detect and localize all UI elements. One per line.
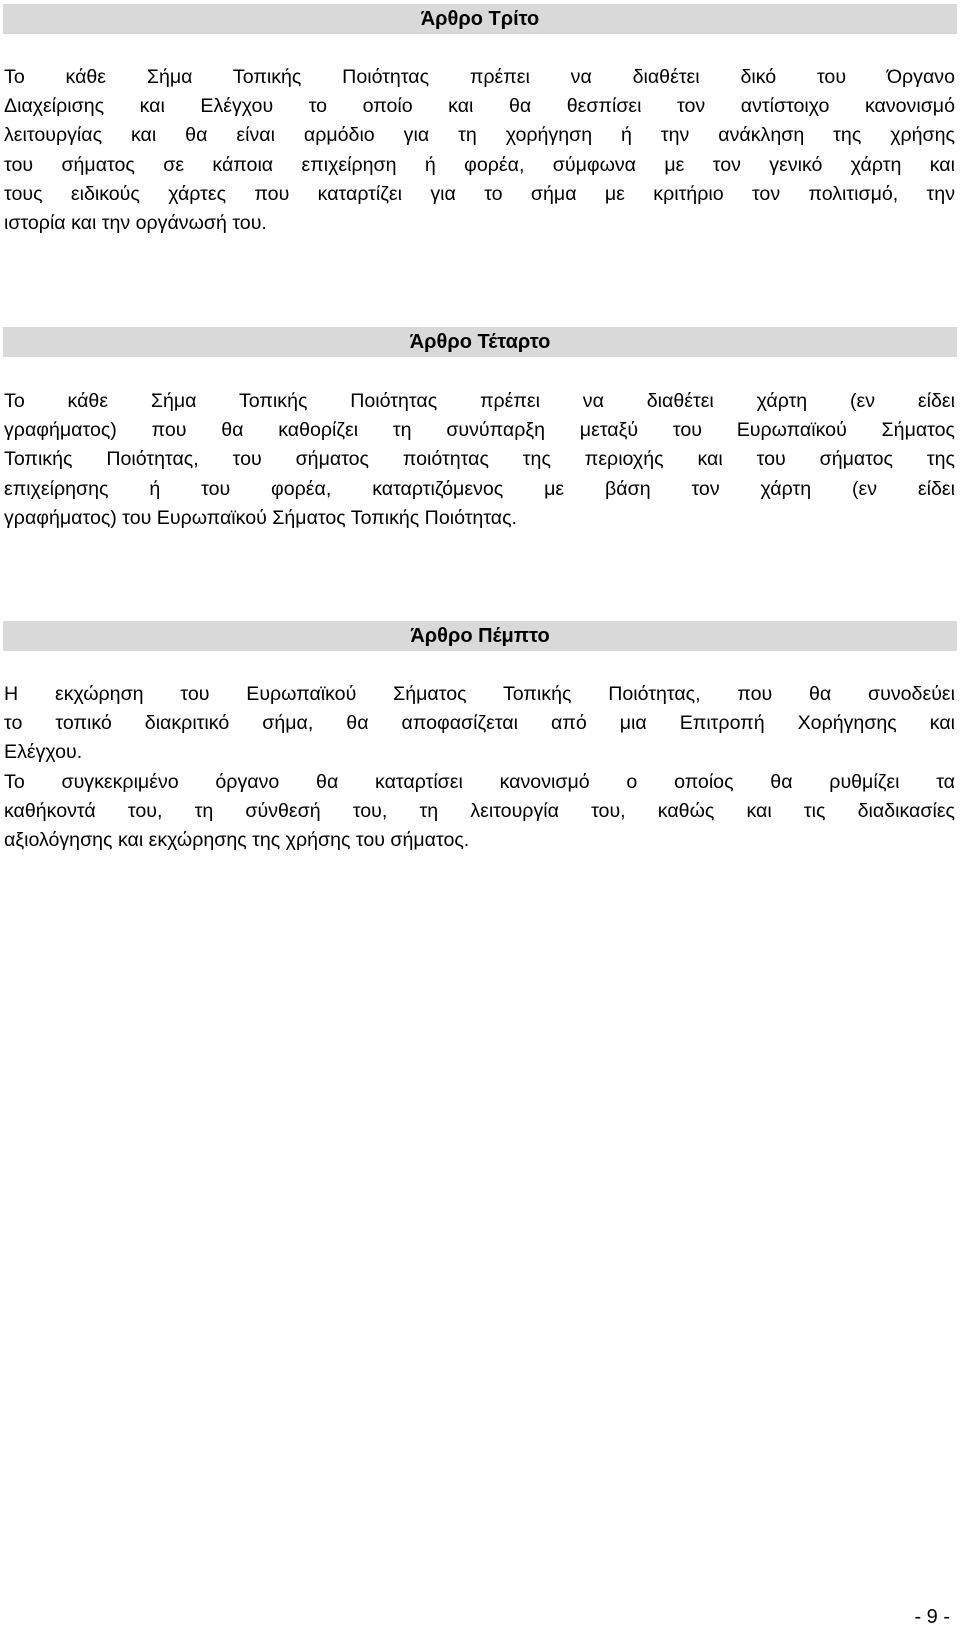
- article-5-paragraph: [4, 680, 955, 855]
- text-line: λειτουργίας και θα είναι αρμόδιο για τη χορήγηση ή την ανάκληση της χρήσης: [4, 124, 955, 147]
- page-number: - 9 -: [914, 1606, 950, 1628]
- text-line: Τοπικής Ποιότητας, του σήματος ποιότητας της περιοχής και του σήματος της: [4, 448, 955, 471]
- text-line: Το κάθε Σήμα Τοπικής Ποιότητας πρέπει να διαθέτει χάρτη (εν είδει: [4, 390, 955, 412]
- text-line: τους ειδικούς χάρτες που καταρτίζει για το σήμα με κριτήριο τον πολιτισμό, την: [4, 182, 955, 205]
- article-5-heading: Άρθρο Πέμπτο: [3, 621, 957, 651]
- text-line: γραφήματος) που θα καθορίζει τη συνύπαρξη μεταξύ του Ευρωπαϊκού Σήματος: [4, 419, 955, 442]
- article-3-heading: Άρθρο Τρίτο: [3, 4, 957, 34]
- text-line: του σήματος σε κάποια επιχείρηση ή φορέα, σύμφωνα με τον γενικό χάρτη και: [4, 153, 955, 176]
- text-line: Το συγκεκριμένο όργανο θα καταρτίσει κανονισμό ο οποίος θα ρυθμίζει τα: [4, 770, 955, 793]
- text-line: καθήκοντά του, τη σύνθεσή του, τη λειτουργία του, καθώς και τις διαδικασίες: [4, 799, 955, 822]
- text-line: Η εκχώρηση του Ευρωπαϊκού Σήματος Τοπικής Ποιότητας, που θα συνοδεύει: [4, 683, 955, 705]
- article-4-heading: Άρθρο Τέταρτο: [3, 327, 957, 357]
- text-line: γραφήματος) του Ευρωπαϊκού Σήματος Τοπικής Ποιότητας.: [4, 506, 518, 529]
- text-line: Το κάθε Σήμα Τοπικής Ποιότητας πρέπει να διαθέτει δικό του Όργανο: [4, 66, 955, 88]
- article-4-paragraph: [4, 387, 955, 533]
- text-line: το τοπικό διακριτικό σήμα, θα αποφασίζεται από μια Επιτροπή Χορήγησης και: [4, 712, 955, 735]
- text-line: αξιολόγησης και εκχώρησης της χρήσης του σήματος.: [4, 829, 470, 852]
- text-line: Ελέγχου.: [4, 741, 83, 764]
- article-3-paragraph: [4, 63, 955, 238]
- text-line: Διαχείρισης και Ελέγχου το οποίο και θα θεσπίσει τον αντίστοιχο κανονισμό: [4, 95, 955, 118]
- text-line: επιχείρησης ή του φορέα, καταρτιζόμενος με βάση τον χάρτη (εν είδει: [4, 477, 955, 500]
- text-line: ιστορία και την οργάνωσή του.: [4, 212, 267, 235]
